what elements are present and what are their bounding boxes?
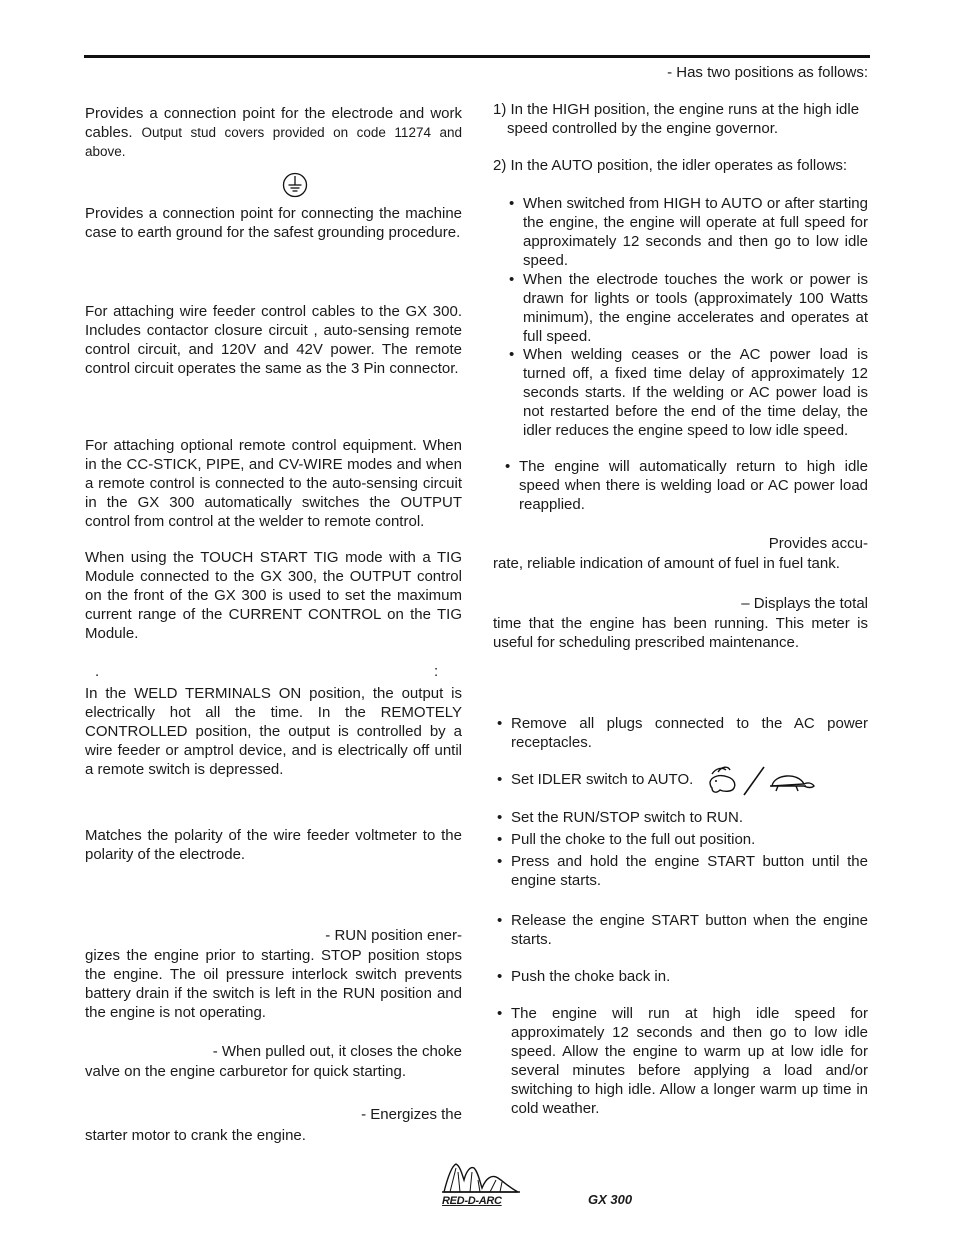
logo-text: RED-D-ARC — [442, 1195, 502, 1207]
idler-auto-text: 2) In the AUTO position, the idler operates as follows: — [493, 157, 848, 174]
pin6-connector-text: For attaching optional remote control equipment. When in the CC-STICK, PIPE, and CV-WIRE modes and when a remote control is connected to the auto-sensing circuit in the GX 300 automatically switches the OUTPUT control from control at the welder to remote control. — [85, 437, 462, 530]
weld-terminals-heading-colon: : — [434, 663, 439, 680]
idler-high-text: 1) In the HIGH position, the engine runs at the high idle speed controlled by the engine governor. — [493, 101, 860, 137]
start-step-text: Pull the choke to the full out position. — [511, 831, 756, 848]
start-button-lead: - Energizes the — [361, 1106, 462, 1123]
list-item — [497, 808, 868, 827]
polarity-switch-text: Matches the polarity of the wire feeder voltmeter to the polarity of the electrode. — [85, 827, 462, 863]
list-item — [509, 194, 868, 270]
auto-bullet-text: When the electrode touches the work or power is drawn for lights or tools (approximately 100 Watts minimum), the engine accelerates and operates at full speed. — [523, 271, 868, 345]
bullet: • — [505, 458, 511, 475]
start-step-text: Push the choke back in. — [511, 968, 671, 985]
bullet: • — [497, 968, 503, 985]
bullet: • — [497, 771, 503, 788]
fuel-gauge-lead: Provides accu- — [768, 535, 868, 552]
start-step-text: Set IDLER switch to AUTO. — [511, 771, 694, 788]
model-name: GX 300 — [588, 1192, 633, 1207]
fuel-gauge-text: rate, reliable indication of amount of fuel in fuel tank. — [493, 555, 840, 572]
choke-lead: - When pulled out, it closes the choke — [212, 1043, 462, 1060]
ground-symbol-icon — [282, 172, 308, 198]
pin14-connector-text: For attaching wire feeder control cables to the GX 300. Includes contactor closure circuit , auto-sensing remote control circuit, and 120V and 42V power. The remote control circuit operates the same as the 3 Pin connector. — [85, 303, 462, 377]
auto-bullet-text: When welding ceases or the AC power load is turned off, a fixed time delay of approximately 12 seconds starts. If the welding or AC power load is not restarted before the end of the time delay, the idler reduces the engine speed to low idle speed. — [523, 346, 868, 439]
list-item — [497, 770, 717, 789]
bullet: • — [509, 271, 515, 288]
start-step-text: Set the RUN/STOP switch to RUN. — [511, 809, 744, 826]
bullet: • — [497, 715, 503, 732]
list-item — [497, 714, 868, 752]
list-item — [497, 830, 868, 849]
header-rule — [84, 55, 870, 58]
list-item — [509, 345, 868, 440]
start-step-text: Release the engine START button when the engine starts. — [511, 912, 868, 948]
list-item — [505, 457, 868, 514]
run-stop-lead: - RUN position ener- — [325, 927, 462, 944]
start-step-text: The engine will run at high idle speed for approximately 12 seconds and then go to low idle speed. Allow the engine to warm up at low idle for several minutes before applying a load and/or switching to high idle. Allow a longer warm up time in cold weather. — [511, 1005, 868, 1117]
bullet: • — [497, 912, 503, 929]
choke-text: valve on the engine carburetor for quick starting. — [85, 1063, 407, 1080]
bullet: • — [509, 195, 515, 212]
start-button-text: starter motor to crank the engine. — [85, 1127, 306, 1144]
bullet: • — [509, 346, 515, 363]
bullet: • — [497, 1005, 503, 1022]
output-studs-description: Provides a connection point for the electrode and work cables. — [85, 105, 462, 141]
auto-bullet-text: When switched from HIGH to AUTO or after starting the engine, the engine will operate at full speed for approximately 12 seconds and then go to low idle speed. — [523, 195, 868, 269]
bullet: • — [497, 831, 503, 848]
bullet: • — [497, 853, 503, 870]
rabbit-turtle-icon — [706, 764, 818, 798]
hour-meter-lead: – Displays the total — [741, 595, 868, 612]
list-item — [497, 967, 868, 986]
list-item — [497, 911, 868, 949]
ground-stud-text: Provides a connection point for connecting the machine case to earth ground for the safest grounding procedure. — [85, 205, 462, 241]
output-studs-note: Output stud covers provided on code 11274 and above. — [85, 125, 462, 159]
weld-terminals-heading-dot: . — [95, 663, 100, 680]
auto-bullet-text: The engine will automatically return to high idle speed when there is welding load or AC power load reapplied. — [519, 458, 868, 513]
start-step-text: Remove all plugs connected to the AC power receptacles. — [511, 715, 868, 751]
list-item — [497, 852, 868, 890]
list-item — [509, 270, 868, 346]
start-step-text: Press and hold the engine START button until the engine starts. — [511, 853, 868, 889]
list-item — [497, 1004, 868, 1118]
hour-meter-text: time that the engine has been running. This meter is useful for scheduling prescribed maintenance. — [493, 615, 868, 651]
output-studs-text — [85, 104, 462, 161]
run-stop-text: gizes the engine prior to starting. STOP position stops the engine. The oil pressure interlock switch prevents battery drain if the switch is left in the RUN position and the engine is not operating. — [85, 947, 462, 1021]
tig-module-text: When using the TOUCH START TIG mode with a TIG Module connected to the GX 300, the OUTPUT control on the front of the GX 300 is used to set the maximum current range of the CURRENT CONTROL on the TIG Module. — [85, 549, 462, 642]
bullet: • — [497, 809, 503, 826]
idler-intro-text: - Has two positions as follows: — [667, 64, 868, 81]
weld-terminals-text: In the WELD TERMINALS ON position, the output is electrically hot all the time. In the REMOTELY CONTROLLED position, the output is controlled by a wire feeder or amptrol device, and is electrically off until a remote switch is depressed. — [85, 685, 462, 778]
